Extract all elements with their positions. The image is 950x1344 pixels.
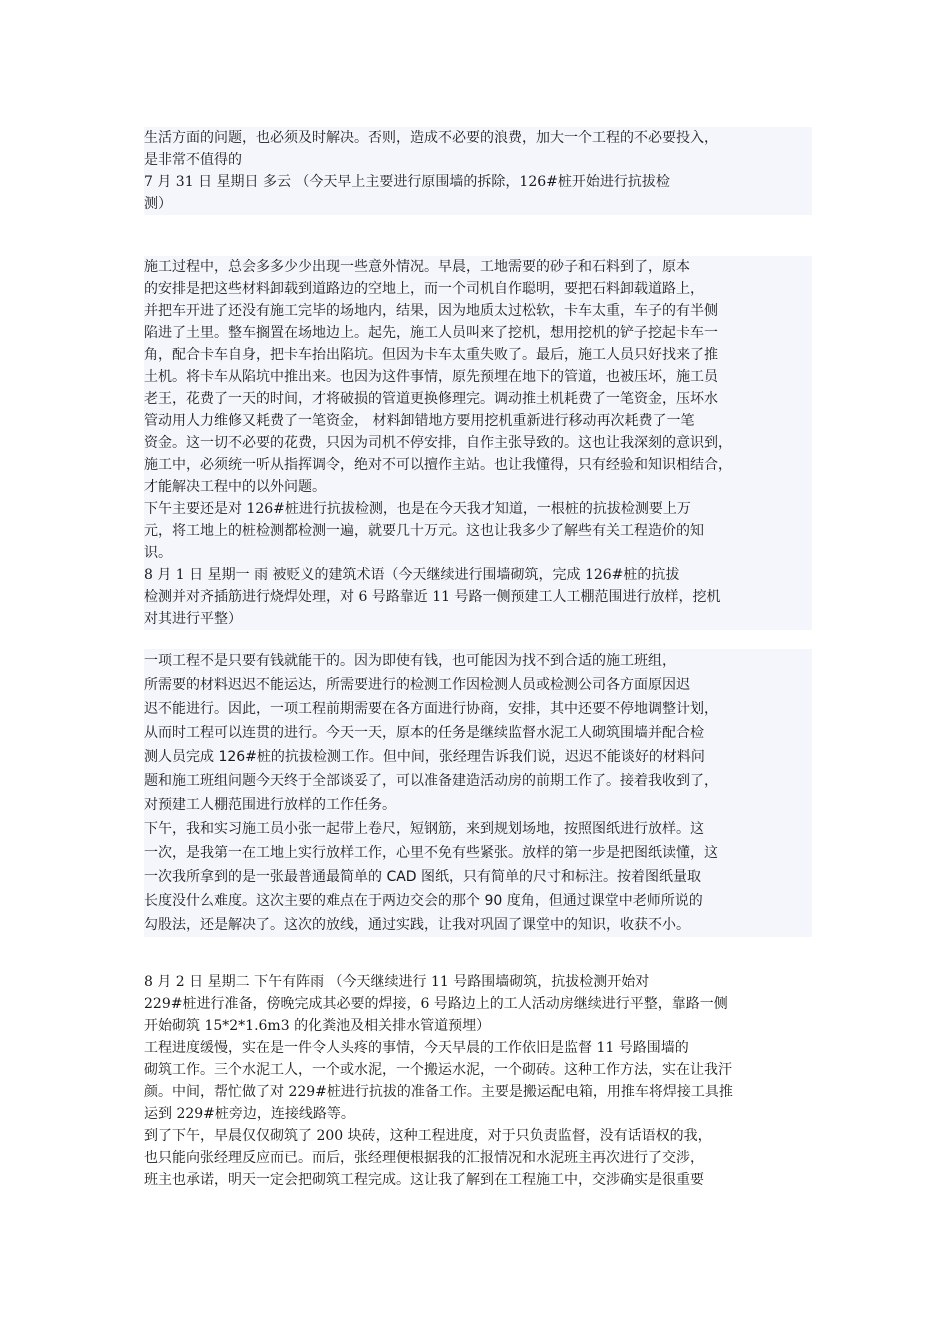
text-line: 长度没什么难度。这次主要的难点在于两边交会的那个 90 度角，但通过课堂中老师所说的 <box>144 893 703 909</box>
text-line: 开始砌筑 15*2*1.6m3 的化粪池及相关排水管道预埋） <box>144 1018 491 1034</box>
text-line: 陷进了土里。整车搁置在场地边上。起先，施工人员叫来了挖机，想用挖机的铲子挖起卡车一 <box>144 325 718 341</box>
text-line: 测人员完成 126#桩的抗拔检测工作。但中间，张经理告诉我们说，迟迟不能谈好的材料问 <box>144 749 705 765</box>
text-line: 并把车开进了还没有施工完毕的场地内，结果，因为地质太过松软，卡车太重，车子的有半侧 <box>144 303 718 319</box>
text-line: 砌筑工作。三个水泥工人，一个或水泥，一个搬运水泥，一个砌砖。这种工作方法，实在让我汗 <box>144 1062 732 1078</box>
text-line: 元，将工地上的桩检测都检测一遍，就要几十万元。这也让我多少了解些有关工程造价的知 <box>144 523 704 539</box>
text-line: 所需要的材料迟迟不能运达，所需要进行的检测工作因检测人员或检测公司各方面原因迟 <box>144 677 690 693</box>
text-line: 题和施工班组问题今天终于全部谈妥了，可以准备建造活动房的前期工作了。接着我收到了， <box>144 773 718 789</box>
text-line: 资金。这一切不必要的花费，只因为司机不停安排，自作主张导致的。这也让我深刻的意识到， <box>144 435 732 451</box>
text-line: 工程进度缓慢，实在是一件令人头疼的事情，今天早晨的工作依旧是监督 11 号路围墙的 <box>144 1040 689 1056</box>
text-line: 管动用人力维修又耗费了一笔资金， 材料卸错地方要用挖机重新进行移动再次耗费了一笔 <box>144 413 695 429</box>
text-line: 是非常不值得的 <box>144 152 242 168</box>
section-jul31-header <box>144 127 812 215</box>
text-line: 一次我所拿到的是一张最普通最简单的 CAD 图纸，只有简单的尺寸和标注。按着图纸量取 <box>144 869 702 885</box>
text-line: 迟不能进行。因此，一项工程前期需要在各方面进行协商，安排，其中还要不停地调整计划， <box>144 701 718 717</box>
text-line: 土机。将卡车从陷坑中推出来。也因为这件事情，原先预埋在地下的管道，也被压坏，施工员 <box>144 369 718 385</box>
text-line: 229#桩进行准备，傍晚完成其必要的焊接，6 号路边上的工人活动房继续进行平整，靠路一侧 <box>144 996 728 1012</box>
text-line: 颜。中间，帮忙做了对 229#桩进行抗拔的准备工作。主要是搬运配电箱，用推车将焊接工具推 <box>144 1084 733 1100</box>
text-line: 检测并对齐插筋进行烧焊处理，对 6 号路靠近 11 号路一侧预建工人工棚范围进行放样，挖机 <box>144 589 721 605</box>
text-line: 运到 229#桩旁边，连接线路等。 <box>144 1106 355 1122</box>
text-line: 一项工程不是只要有钱就能干的。因为即使有钱，也可能因为找不到合适的施工班组， <box>144 653 676 669</box>
text-line: 才能解决工程中的以外问题。 <box>144 479 326 495</box>
section-aug1-body <box>144 649 812 937</box>
text-line: 识。 <box>144 545 172 561</box>
text-line: 老王，花费了一天的时间，才将破损的管道更换修理完。调动推土机耗费了一笔资金，压坏水 <box>144 391 718 407</box>
text-line: 测） <box>144 196 172 212</box>
text-line: 班主也承诺，明天一定会把砌筑工程完成。这让我了解到在工程施工中，交涉确实是很重要 <box>144 1172 704 1188</box>
text-line: 8 月 2 日 星期二 下午有阵雨 （今天继续进行 11 号路围墙砌筑，抗拔检测开始对 <box>144 974 650 990</box>
section-aug2 <box>144 971 812 1191</box>
text-line: 对其进行平整） <box>144 611 242 627</box>
text-line: 角，配合卡车自身，把卡车抬出陷坑。但因为卡车太重失败了。最后，施工人员只好找来了推 <box>144 347 718 363</box>
text-line: 的安排是把这些材料卸载到道路边的空地上，而一个司机自作聪明，要把石料卸载道路上， <box>144 281 704 297</box>
text-line: 勾股法，还是解决了。这次的放线，通过实践，让我对巩固了课堂中的知识，收获不小。 <box>144 917 690 933</box>
text-line: 施工中，必须统一听从指挥调令，绝对不可以擅作主站。也让我懂得，只有经验和知识相结合， <box>144 457 732 473</box>
text-line: 到了下午，早晨仅仅砌筑了 200 块砖，这种工程进度，对于只负责监督，没有话语权的我， <box>144 1128 712 1144</box>
text-line: 对预建工人棚范围进行放样的工作任务。 <box>144 797 396 813</box>
text-line: 从而时工程可以连贯的进行。今天一天，原本的任务是继续监督水泥工人砌筑围墙并配合检 <box>144 725 704 741</box>
text-line: 下午主要还是对 126#桩进行抗拔检测，也是在今天我才知道，一根桩的抗拔检测要上万 <box>144 501 691 517</box>
text-line: 7 月 31 日 星期日 多云 （今天早上主要进行原围墙的拆除，126#桩开始进行抗拔检 <box>144 174 670 190</box>
text-line: 8 月 1 日 星期一 雨 被贬义的建筑术语（今天继续进行围墙砌筑，完成 126#桩的抗拔 <box>144 567 680 583</box>
text-line: 施工过程中，总会多多少少出现一些意外情况。早晨，工地需要的砂子和石料到了，原本 <box>144 259 690 275</box>
text-line: 也只能向张经理反应而已。而后，张经理便根据我的汇报情况和水泥班主再次进行了交涉， <box>144 1150 704 1166</box>
text-line: 生活方面的问题，也必须及时解决。否则，造成不必要的浪费，加大一个工程的不必要投入， <box>144 130 718 146</box>
text-line: 一次，是我第一在工地上实行放样工作，心里不免有些紧张。放样的第一步是把图纸读懂，这 <box>144 845 718 861</box>
section-jul31-body <box>144 256 812 630</box>
text-line: 下午，我和实习施工员小张一起带上卷尺，短钢筋，来到规划场地，按照图纸进行放样。这 <box>144 821 704 837</box>
